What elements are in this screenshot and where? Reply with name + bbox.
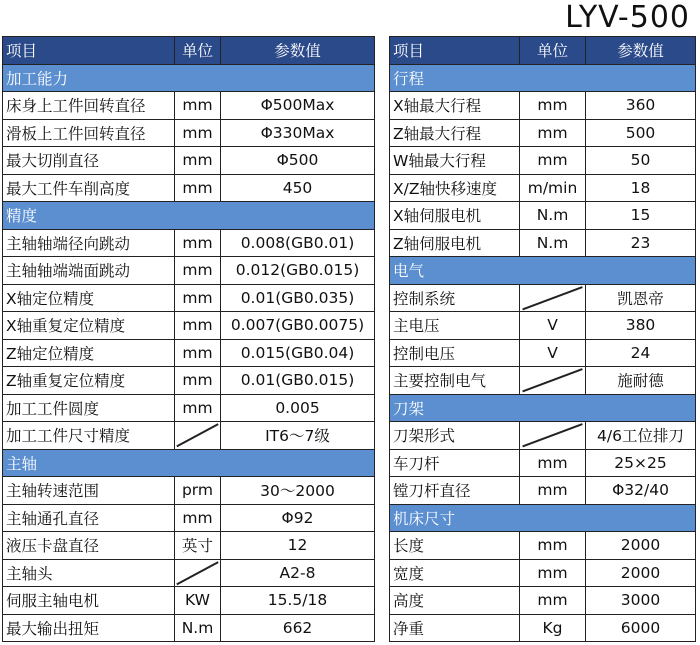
section-row [3,449,375,477]
header-unit: 单位 [520,37,586,65]
spec-value: 24 [586,339,696,367]
section-row [390,257,696,285]
spec-unit-na [520,284,586,312]
spec-row [3,614,375,642]
spec-row [3,312,375,340]
spec-value: Φ500Max [221,92,375,120]
spec-item: 主轴轴端径向跳动 [3,229,175,257]
spec-value: 0.005 [221,394,375,422]
spec-item: X轴重复定位精度 [3,312,175,340]
spec-unit: mm [175,504,221,532]
header-row [390,37,696,65]
spec-value: 30～2000 [221,477,375,505]
section-row [3,64,375,92]
section-title: 刀架 [390,394,696,422]
spec-value: Φ32/40 [586,477,696,505]
spec-row [390,477,696,505]
spec-row [390,559,696,587]
spec-item: 主轴通孔直径 [3,504,175,532]
spec-row [390,422,696,450]
spec-item: 主轴轴端端面跳动 [3,257,175,285]
spec-item: 床身上工件回转直径 [3,92,175,120]
spec-item: 主轴头 [3,559,175,587]
diagonal-slash-icon [520,422,585,449]
spec-item: X轴定位精度 [3,284,175,312]
right-spec-table [389,36,696,642]
spec-unit-na [520,367,586,395]
spec-unit: mm [175,119,221,147]
spec-unit: mm [520,477,586,505]
spec-item: 长度 [390,532,520,560]
spec-item: X轴伺服电机 [390,202,520,230]
spec-value: 360 [586,92,696,120]
spec-item: 主要控制电气 [390,367,520,395]
spec-row [3,92,375,120]
spec-unit: V [520,339,586,367]
spec-unit: N.m [520,202,586,230]
spec-unit: N.m [520,229,586,257]
spec-item: 控制系统 [390,284,520,312]
spec-value: 2000 [586,532,696,560]
spec-unit: mm [520,119,586,147]
header-unit: 单位 [175,37,221,65]
spec-value: 15 [586,202,696,230]
spec-row [390,284,696,312]
spec-row [390,174,696,202]
diagonal-slash-icon [520,285,585,312]
diagonal-slash-icon [175,560,220,587]
spec-item: 车刀杆 [390,449,520,477]
spec-row [3,532,375,560]
spec-item: X/Z轴快移速度 [390,174,520,202]
spec-value: 0.008(GB0.01) [221,229,375,257]
spec-row [390,92,696,120]
spec-row [3,229,375,257]
header-item: 项目 [390,37,520,65]
section-row [390,64,696,92]
spec-value: 0.01(GB0.015) [221,367,375,395]
spec-unit: mm [175,284,221,312]
header-item: 项目 [3,37,175,65]
spec-unit: mm [520,587,586,615]
spec-item: 最大输出扭矩 [3,614,175,642]
section-title: 电气 [390,257,696,285]
spec-item: 净重 [390,614,520,642]
diagonal-slash-icon [520,367,585,394]
section-title: 主轴 [3,449,375,477]
spec-unit: Kg [520,614,586,642]
left-spec-table [2,36,375,642]
spec-value: 凯恩帝 [586,284,696,312]
spec-value: 15.5/18 [221,587,375,615]
spec-item: 高度 [390,587,520,615]
spec-row [390,532,696,560]
spec-item: 液压卡盘直径 [3,532,175,560]
spec-row [3,422,375,450]
header-value: 参数值 [221,37,375,65]
spec-value: Φ500 [221,147,375,175]
spec-value: 662 [221,614,375,642]
spec-item: 滑板上工件回转直径 [3,119,175,147]
diagonal-slash-icon [175,422,220,449]
spec-unit: m/min [520,174,586,202]
spec-value: 500 [586,119,696,147]
spec-row [3,174,375,202]
spec-row [3,257,375,285]
spec-value: Φ92 [221,504,375,532]
spec-unit: mm [175,257,221,285]
spec-value: 0.01(GB0.035) [221,284,375,312]
spec-unit: mm [520,92,586,120]
spec-row [390,449,696,477]
spec-unit: mm [175,147,221,175]
spec-unit-na [175,559,221,587]
spec-unit: V [520,312,586,340]
section-title: 加工能力 [3,64,375,92]
model-title: LYV-500 [565,0,690,35]
spec-unit: N.m [175,614,221,642]
header-value: 参数值 [586,37,696,65]
spec-unit: prm [175,477,221,505]
spec-item: 主轴转速范围 [3,477,175,505]
spec-unit: mm [520,559,586,587]
spec-row [390,587,696,615]
spec-item: Z轴定位精度 [3,339,175,367]
spec-row [3,147,375,175]
spec-unit: mm [175,92,221,120]
spec-row [3,284,375,312]
spec-row [3,559,375,587]
spec-unit: mm [175,174,221,202]
spec-row [3,477,375,505]
spec-unit: mm [520,449,586,477]
spec-unit: mm [175,312,221,340]
spec-item: 主电压 [390,312,520,340]
spec-value: 2000 [586,559,696,587]
section-title: 精度 [3,202,375,230]
spec-item: Z轴重复定位精度 [3,367,175,395]
header-row [3,37,375,65]
section-title: 行程 [390,64,696,92]
spec-value: 50 [586,147,696,175]
spec-value: 450 [221,174,375,202]
spec-value: 23 [586,229,696,257]
spec-value: 12 [221,532,375,560]
spec-unit: mm [175,339,221,367]
spec-unit: 英寸 [175,532,221,560]
spec-item: Z轴伺服电机 [390,229,520,257]
spec-row [390,229,696,257]
spec-value: IT6～7级 [221,422,375,450]
spec-item: X轴最大行程 [390,92,520,120]
spec-value: 6000 [586,614,696,642]
spec-row [390,312,696,340]
spec-item: 加工工件圆度 [3,394,175,422]
spec-item: Z轴最大行程 [390,119,520,147]
section-row [3,202,375,230]
spec-item: 加工工件尺寸精度 [3,422,175,450]
spec-row [390,202,696,230]
spec-item: 控制电压 [390,339,520,367]
spec-unit: mm [175,229,221,257]
spec-row [390,147,696,175]
spec-value: 0.012(GB0.015) [221,257,375,285]
spec-unit: mm [520,532,586,560]
spec-item: 最大工件车削高度 [3,174,175,202]
spec-value: Φ330Max [221,119,375,147]
spec-row [3,587,375,615]
spec-value: 25×25 [586,449,696,477]
spec-value: 0.007(GB0.0075) [221,312,375,340]
spec-row [390,339,696,367]
spec-value: 380 [586,312,696,340]
spec-value: 3000 [586,587,696,615]
spec-item: 伺服主轴电机 [3,587,175,615]
spec-value: A2-8 [221,559,375,587]
section-row [390,504,696,532]
spec-row [390,119,696,147]
spec-value: 0.015(GB0.04) [221,339,375,367]
spec-row [390,614,696,642]
spec-item: 镗刀杆直径 [390,477,520,505]
spec-row [3,339,375,367]
spec-value: 4/6工位排刀 [586,422,696,450]
spec-value: 施耐德 [586,367,696,395]
section-row [390,394,696,422]
spec-unit: mm [175,367,221,395]
spec-row [3,504,375,532]
spec-row [390,367,696,395]
spec-item: 宽度 [390,559,520,587]
spec-unit-na [175,422,221,450]
spec-item: W轴最大行程 [390,147,520,175]
spec-row [3,394,375,422]
spec-item: 刀架形式 [390,422,520,450]
spec-unit-na [520,422,586,450]
spec-unit: mm [520,147,586,175]
spec-row [3,367,375,395]
spec-unit: KW [175,587,221,615]
spec-row [3,119,375,147]
spec-unit: mm [175,394,221,422]
spec-value: 18 [586,174,696,202]
spec-item: 最大切削直径 [3,147,175,175]
section-title: 机床尺寸 [390,504,696,532]
